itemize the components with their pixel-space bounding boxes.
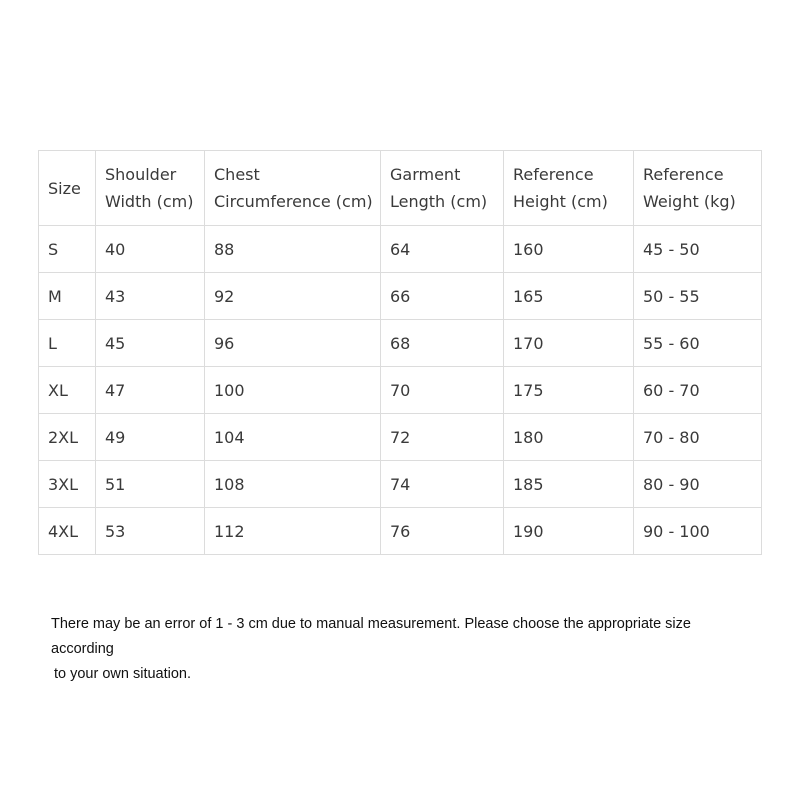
cell-height: 170 <box>504 320 634 367</box>
cell-shoulder-width: 45 <box>96 320 205 367</box>
cell-length: 70 <box>381 367 504 414</box>
cell-length: 74 <box>381 461 504 508</box>
cell-height: 190 <box>504 508 634 555</box>
cell-height: 175 <box>504 367 634 414</box>
header-height-line2: Height (cm) <box>513 192 608 211</box>
cell-length: 76 <box>381 508 504 555</box>
header-size <box>39 151 96 226</box>
cell-chest: 96 <box>205 320 381 367</box>
cell-weight: 45 - 50 <box>634 226 762 273</box>
cell-size: S <box>39 226 96 273</box>
cell-size: XL <box>39 367 96 414</box>
table-row <box>39 508 762 555</box>
header-length-line2: Length (cm) <box>390 192 488 211</box>
header-chest-line2: Circumference (cm) <box>214 192 373 211</box>
header-garment-length <box>381 151 504 226</box>
cell-shoulder-width: 51 <box>96 461 205 508</box>
table-header <box>39 151 762 226</box>
header-reference-weight <box>634 151 762 226</box>
cell-size: L <box>39 320 96 367</box>
cell-height: 180 <box>504 414 634 461</box>
cell-length: 64 <box>381 226 504 273</box>
table-body <box>39 226 762 555</box>
header-row <box>39 151 762 226</box>
table-row <box>39 367 762 414</box>
header-shoulder-line2: Width (cm) <box>105 192 194 211</box>
header-size-line1: Size <box>48 178 81 198</box>
table-row <box>39 461 762 508</box>
table-row <box>39 226 762 273</box>
cell-size: M <box>39 273 96 320</box>
note-line-1: There may be an error of 1 - 3 cm due to manual measurement. Please choose the appropriate size according <box>51 616 691 657</box>
size-chart-table <box>38 150 762 555</box>
cell-length: 68 <box>381 320 504 367</box>
header-reference-height <box>504 151 634 226</box>
cell-weight: 70 - 80 <box>634 414 762 461</box>
table-row <box>39 273 762 320</box>
header-weight-line2: Weight (kg) <box>643 192 736 211</box>
cell-weight: 80 - 90 <box>634 461 762 508</box>
cell-chest: 104 <box>205 414 381 461</box>
cell-length: 72 <box>381 414 504 461</box>
cell-height: 185 <box>504 461 634 508</box>
cell-shoulder-width: 49 <box>96 414 205 461</box>
header-shoulder-width <box>96 151 205 226</box>
cell-chest: 112 <box>205 508 381 555</box>
table-row <box>39 414 762 461</box>
measurement-note <box>51 612 751 687</box>
cell-shoulder-width: 47 <box>96 367 205 414</box>
cell-shoulder-width: 43 <box>96 273 205 320</box>
header-length-line1: Garment <box>390 165 461 184</box>
note-line-2: to your own situation. <box>54 666 192 682</box>
cell-chest: 108 <box>205 461 381 508</box>
cell-chest: 100 <box>205 367 381 414</box>
header-shoulder-line1: Shoulder <box>105 165 177 184</box>
cell-weight: 50 - 55 <box>634 273 762 320</box>
cell-chest: 92 <box>205 273 381 320</box>
cell-length: 66 <box>381 273 504 320</box>
cell-weight: 55 - 60 <box>634 320 762 367</box>
cell-size: 3XL <box>39 461 96 508</box>
cell-weight: 60 - 70 <box>634 367 762 414</box>
cell-size: 2XL <box>39 414 96 461</box>
header-weight-line1: Reference <box>643 165 724 184</box>
cell-shoulder-width: 53 <box>96 508 205 555</box>
table-row <box>39 320 762 367</box>
cell-weight: 90 - 100 <box>634 508 762 555</box>
header-chest-line1: Chest <box>214 165 260 184</box>
cell-height: 165 <box>504 273 634 320</box>
header-chest-circumference <box>205 151 381 226</box>
header-height-line1: Reference <box>513 165 594 184</box>
cell-shoulder-width: 40 <box>96 226 205 273</box>
cell-size: 4XL <box>39 508 96 555</box>
cell-height: 160 <box>504 226 634 273</box>
cell-chest: 88 <box>205 226 381 273</box>
